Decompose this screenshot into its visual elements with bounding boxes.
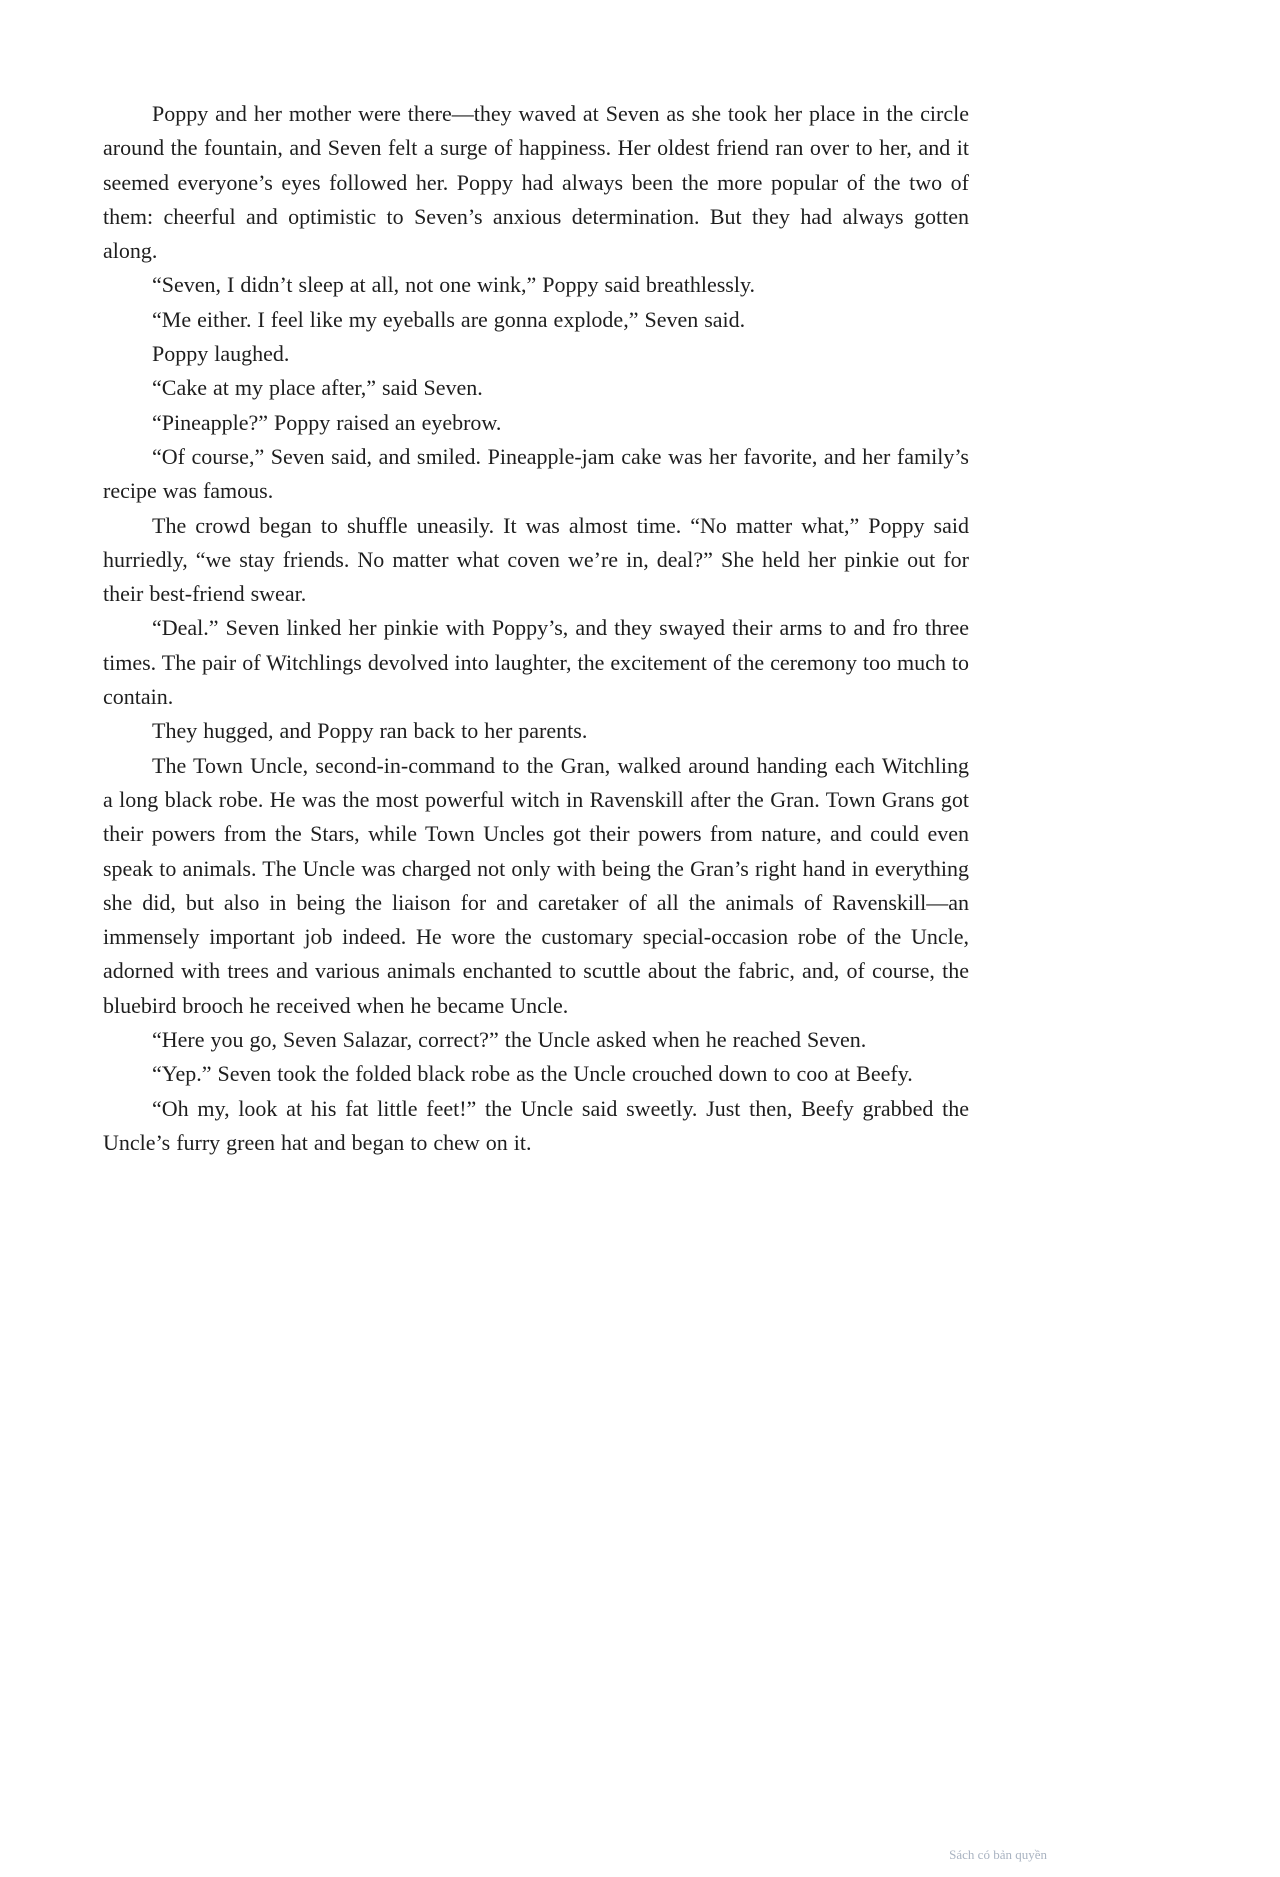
paragraph: The Town Uncle, second-in-command to the Gran, walked around handing each Witchling a long black robe. He was the most powerful witch in Ravenskill after the Gran. Town Grans got their powers from the Stars, while Town Uncles got their powers from nature, and could even speak to animals. The Uncle was charged not only with being the Gran’s right hand in everything she did, but also in being the liaison for and caretaker of all the animals of Ravenskill—an immensely important job indeed. He wore the customary special-occasion robe of the Uncle, adorned with trees and various animals enchanted to scuttle about the fabric, and, of course, the bluebird brooch he received when he became Uncle. <box>103 752 969 1018</box>
paragraph: “Deal.” Seven linked her pinkie with Poppy’s, and they swayed their arms to and fro three times. The pair of Witchlings devolved into laughter, the excitement of the ceremony too much to contain. <box>103 615 969 710</box>
paragraph: Poppy laughed. <box>152 341 290 367</box>
copyright-watermark: Sách có bản quyền <box>949 1847 1047 1862</box>
paragraph: “Cake at my place after,” said Seven. <box>152 375 483 401</box>
paragraph: Poppy and her mother were there—they waved at Seven as she took her place in the circle around the fountain, and Seven felt a surge of happiness. Her oldest friend ran over to her, and it seemed everyone’s eyes followed her. Poppy had always been the more popular of the two of them: cheerful and optimistic to Seven’s anxious determination. But they had always gotten along. <box>103 101 969 264</box>
paragraph: The crowd began to shuffle uneasily. It was almost time. “No matter what,” Poppy said hurriedly, “we stay friends. No matter what coven we’re in, deal?” She held her pinkie out for their best-friend swear. <box>103 512 969 607</box>
paragraph: “Here you go, Seven Salazar, correct?” the Uncle asked when he reached Seven. <box>152 1027 867 1053</box>
paragraph: “Yep.” Seven took the folded black robe as the Uncle crouched down to coo at Beefy. <box>152 1061 913 1087</box>
paragraph: “Of course,” Seven said, and smiled. Pineapple-jam cake was her favorite, and her family’s recipe was famous. <box>103 443 969 504</box>
paragraph: “Me either. I feel like my eyeballs are gonna explode,” Seven said. <box>152 306 746 332</box>
paragraph: “Seven, I didn’t sleep at all, not one wink,” Poppy said breathlessly. <box>152 272 756 298</box>
paragraph: They hugged, and Poppy ran back to her parents. <box>152 718 588 744</box>
book-page-text <box>103 97 969 1160</box>
paragraph: “Pineapple?” Poppy raised an eyebrow. <box>152 409 502 435</box>
paragraph: “Oh my, look at his fat little feet!” the Uncle said sweetly. Just then, Beefy grabbed the Uncle’s furry green hat and began to chew on it. <box>103 1095 969 1155</box>
